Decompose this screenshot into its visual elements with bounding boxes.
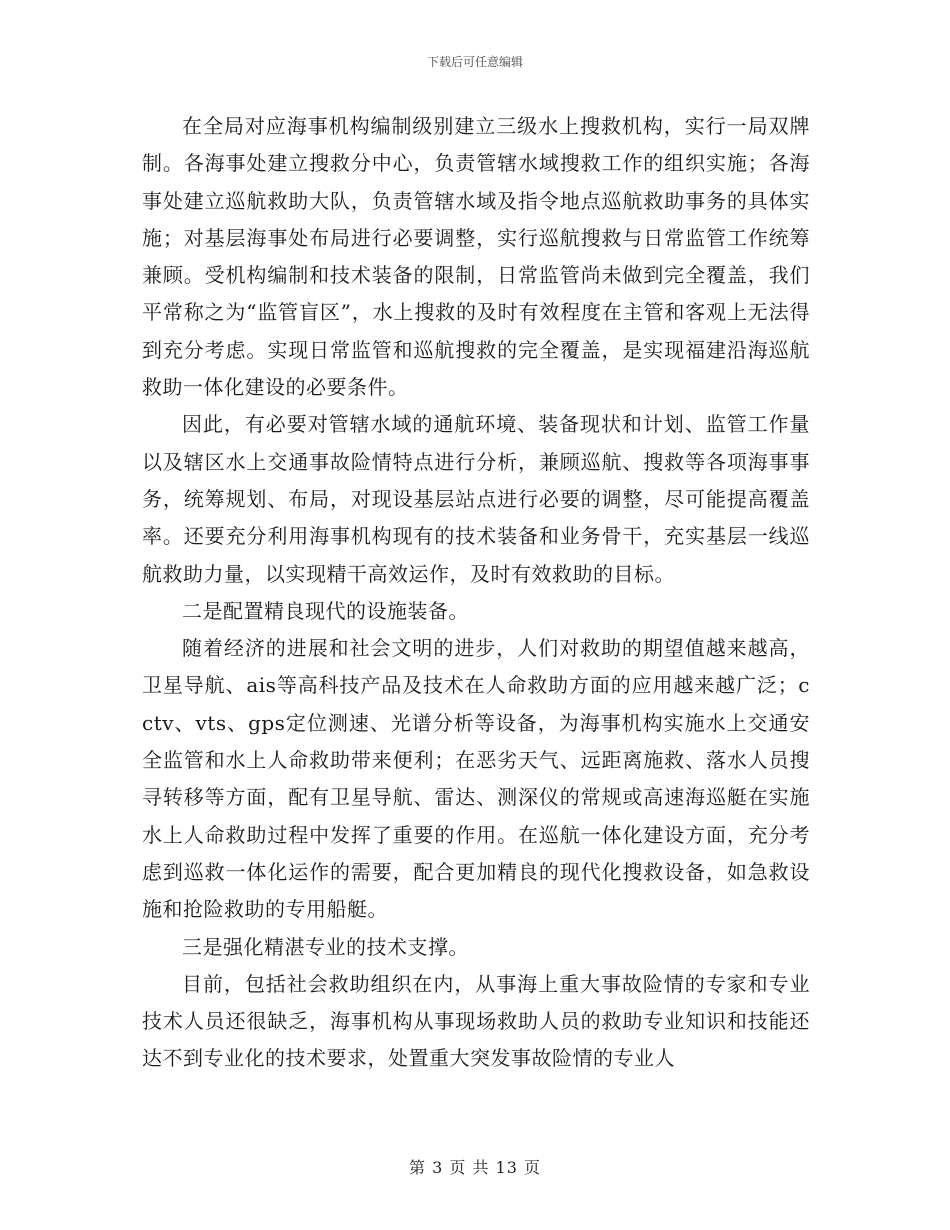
page-number-footer: 第 3 页 共 13 页	[409, 1158, 541, 1177]
paragraph-3: 随着经济的进展和社会文明的进步，人们对救助的期望值越来越高，卫星导航、ais等高科技产品及技术在人命救助方面的应用越来越广泛；cctv、vts、gps定位测速、光谱分析等设备，为海事机构实施水上交通安全监管和水上人命救助带来便利；在恶劣天气、远距离施救、落水人员搜寻转移等方面，配有卫星导航、雷达、测深仪的常规或高速海巡艇在实施水上人命救助过程中发挥了重要的作用。在巡航一体化建设方面，充分考虑到巡救一体化运作的需要，配合更加精良的现代化搜救设备，如急救设施和抢险救助的专用船艇。	[142, 636, 810, 922]
paragraph-2: 因此，有必要对管辖水域的通航环境、装备现状和计划、监管工作量以及辖区水上交通事故险情特点进行分析，兼顾巡航、搜救等各项海事事务，统筹规划、布局，对现设基层站点进行必要的调整，尽可能提高覆盖率。还要充分利用海事机构现有的技术装备和业务骨干，充实基层一线巡航救助力量，以实现精干高效运作，及时有效救助的目标。	[142, 412, 810, 586]
document-body	[142, 108, 810, 1078]
page-header-note: 下载后可任意编辑	[426, 55, 523, 69]
section-heading-equipment: 二是配置精良现代的设施装备。	[182, 598, 469, 623]
paragraph-4: 目前，包括社会救助组织在内，从事海上重大事故险情的专家和专业技术人员还很缺乏，海事机构从事现场救助人员的救助专业知识和技能还达不到专业化的技术要求，处置重大突发事故险情的专业人	[142, 971, 810, 1071]
paragraph-1: 在全局对应海事机构编制级别建立三级水上搜救机构，实行一局双牌制。各海事处建立搜救分中心，负责管辖水域搜救工作的组织实施；各海事处建立巡航救助大队，负责管辖水域及指令地点巡航救助事务的具体实施；对基层海事处布局进行必要调整，实行巡航搜救与日常监管工作统筹兼顾。受机构编制和技术装备的限制，日常监管尚未做到完全覆盖，我们平常称之为“监管盲区”，水上搜救的及时有效程度在主管和客观上无法得到充分考虑。实现日常监管和巡航搜救的完全覆盖，是实现福建沿海巡航救助一体化建设的必要条件。	[142, 114, 810, 400]
section-heading-technical-support: 三是强化精湛专业的技术支撑。	[182, 934, 469, 959]
